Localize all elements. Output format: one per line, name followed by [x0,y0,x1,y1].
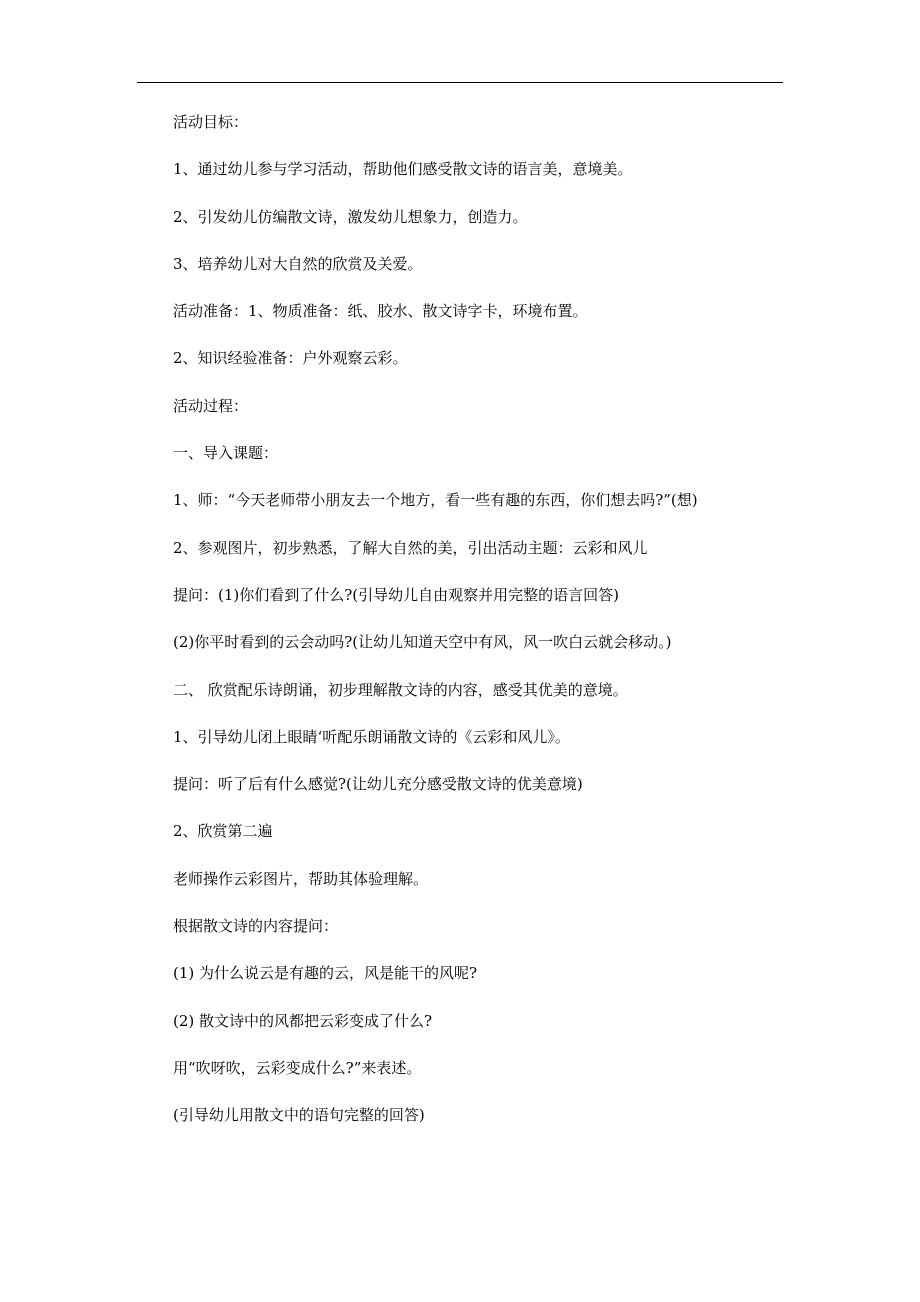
section1-question-1: 提问：(1)你们看到了什么?(引导幼儿自由观察并用完整的语言回答) [173,585,619,604]
question-2: (2) 散文诗中的风都把云彩变成了什么? [173,1011,433,1030]
goal-item-2: 2、引发幼儿仿编散文诗，激发幼儿想象力，创造力。 [173,207,528,226]
section1-question-2: (2)你平时看到的云会动吗?(让幼儿知道天空中有风，风一吹白云就会移动。) [173,633,672,652]
guidance-note: (引导幼儿用散文中的语句完整的回答) [173,1106,425,1125]
header-rule [137,82,783,83]
heading-activity-goals: 活动目标： [173,113,249,131]
section1-step-1: 1、师：“今天老师带小朋友去一个地方，看一些有趣的东西，你们想去吗?”(想) [173,491,698,510]
questions-intro: 根据散文诗的内容提问： [173,917,339,936]
preparation-item-1: 活动准备：1、物质准备：纸、胶水、散文诗字卡，环境布置。 [173,302,588,321]
section-heading-2: 二、 欣赏配乐诗朗诵，初步理解散文诗的内容，感受其优美的意境。 [173,680,628,699]
question-1: (1) 为什么说云是有趣的云，风是能干的风呢? [173,964,478,983]
heading-activity-process: 活动过程： [173,396,249,415]
goal-item-3: 3、培养幼儿对大自然的欣赏及关爱。 [173,254,423,273]
document-body [173,112,783,1153]
section-heading-1: 一、导入课题： [173,444,279,463]
section2-step-2: 2、欣赏第二遍 [173,822,273,841]
section1-step-2: 2、参观图片，初步熟悉，了解大自然的美，引出活动主题：云彩和风儿 [173,538,648,557]
section2-question: 提问：听了后有什么感觉?(让幼儿充分感受散文诗的优美意境) [173,775,583,794]
expression-line: 用“吹呀吹，云彩变成什么?”来表述。 [173,1058,422,1077]
goal-item-1: 1、通过幼儿参与学习活动，帮助他们感受散文诗的语言美，意境美。 [173,160,633,179]
preparation-item-2: 2、知识经验准备：户外观察云彩。 [173,349,408,368]
section2-step-1: 1、引导幼儿闭上眼睛‘听配乐朗诵散文诗的《云彩和风儿》。 [173,727,570,746]
teacher-operation: 老师操作云彩图片，帮助其体验理解。 [173,869,429,888]
